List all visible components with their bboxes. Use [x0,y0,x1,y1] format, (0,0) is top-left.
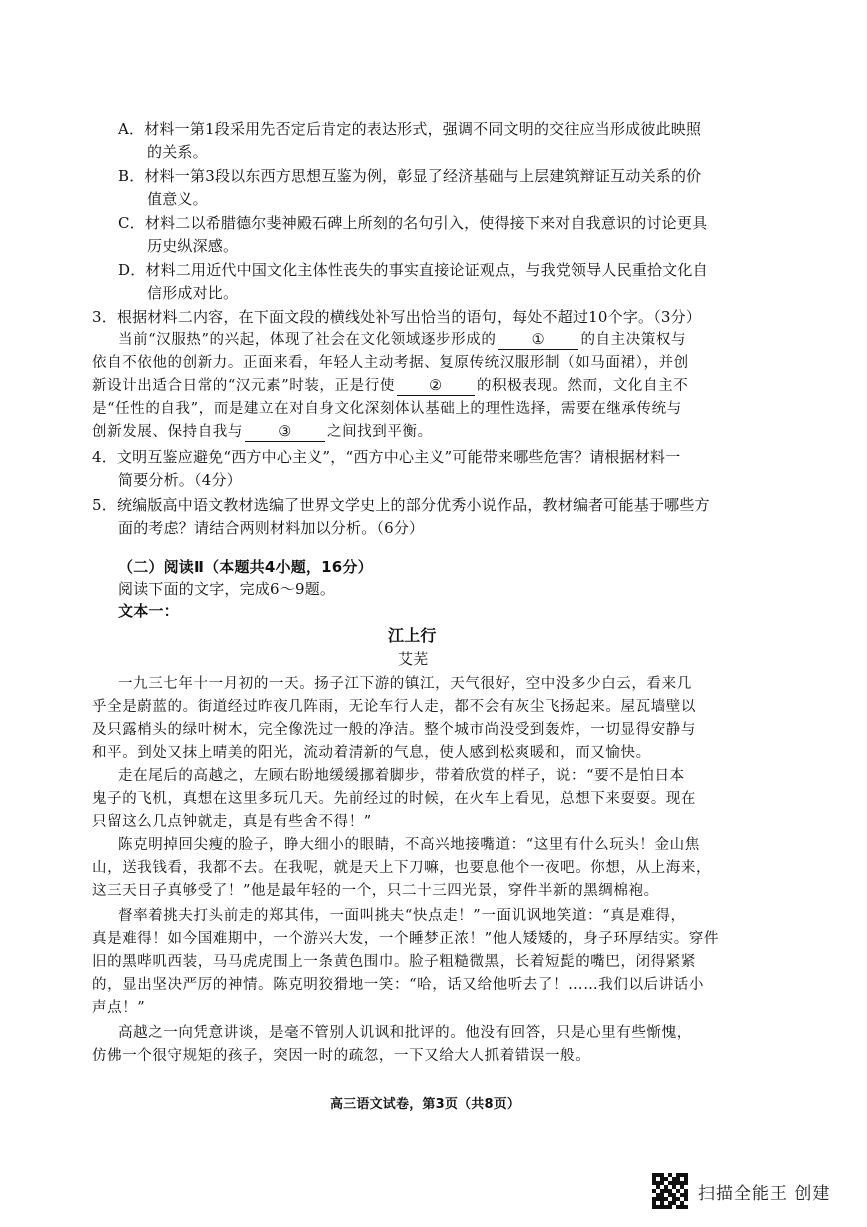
story-author: 艾芜 [398,650,429,668]
story-line: 只留这么几点钟就走，真是有些舍不得！” [92,814,372,830]
section-2-instruction: 阅读下面的文字，完成6～9题。 [118,580,336,598]
q3-passage-line4: 是“任性的自我”，而是建立在对自身文化深刻体认基础上的理性选择，需要在继承传统与 [92,401,682,417]
page-footer: 高三语文试卷，第3页（共8页） [330,1097,521,1112]
option-d-line1: D．材料二用近代中国文化主体性丧失的事实直接论证观点，与我党领导人民重拾文化自 [118,261,708,279]
story-line: 真是难得！如今国难期中，一个游兴大发，一个睡梦正浓！”他人矮矮的，身子环厚结实。穿件 [92,931,720,947]
q3-passage-line5 [92,421,433,443]
q3-passage-line3 [92,375,688,397]
story-line: 仿佛一个很守规矩的孩子，突因一时的疏忽，一下又给大人抓着错误一般。 [92,1048,591,1064]
watermark-text: 扫描全能王 创建 [698,1183,831,1204]
question-3-stem: 3．根据材料二内容，在下面文段的横线处补写出恰当的语句，每处不超过10个字。（3分） [92,308,702,326]
question-4-line2: 简要分析。（4分） [118,471,242,489]
option-a-line1: A．材料一第1段采用先否定后肯定的表达形式，强调不同文明的交往应当形成彼此映照 [118,120,702,138]
story-line: 高越之一向凭意讲谈，是毫不管别人讥讽和批评的。他没有回答，只是心里有些惭愧， [118,1025,692,1041]
answer-blank-1[interactable]: ① [498,331,578,350]
option-d-line2: 信形成对比。 [147,284,239,302]
story-line: 旧的黑哔叽西装，马马虎虎围上一条黄色围巾。脸子粗糙微黑，长着短髭的嘴巴，闭得紧紧 [92,954,696,970]
story-line: 山，送我钱看，我都不去。在我呢，就是天上下刀嘛，也要息他个一夜吧。你想，从上海来， [92,860,712,876]
story-title: 江上行 [388,626,437,645]
story-line: 督率着挑夫打头前走的郑其伟，一面叫挑夫“快点走！”一面讥讽地笑道：“真是难得， [118,908,686,924]
option-b-line2: 值意义。 [147,190,208,208]
story-line: 声点！” [92,1000,146,1016]
story-line: 的，显出坚决严厉的神情。陈克明狡猾地一笑：“哈，话又给他听去了！……我们以后讲话小 [92,977,705,993]
answer-blank-3[interactable]: ③ [245,423,325,442]
question-5-line1: 5．统编版高中语文教材选编了世界文学史上的部分优秀小说作品，教材编者可能基于哪些方 [92,496,710,514]
story-line: 及只露梢头的绿叶树木，完全像洗过一般的净洁。整个城市尚没受到轰炸，一切显得安静与 [92,722,696,738]
q3-text: 的积极表现。然而，文化自主不 [476,378,689,394]
answer-blank-2[interactable]: ② [397,377,475,396]
option-a-line2: 的关系。 [147,143,208,161]
section-2-header: （二）阅读Ⅱ（本题共4小题，16分） [118,558,373,576]
story-line: 和平。到处又抹上晴美的阳光，流动着清新的气息，使人感到松爽暖和，而又愉快。 [92,745,651,761]
q3-passage-line1 [118,329,686,351]
story-line: 鬼子的飞机，真想在这里多玩几天。先前经过的时候，在火车上看见，总想下来耍耍。现在 [92,791,696,807]
option-c-line2: 历史纵深感。 [147,237,239,255]
q3-text: 新设计出适合日常的“汉元素”时装，正是行使 [92,378,395,394]
option-b-line1: B．材料一第3段以东西方思想互鉴为例，彰显了经济基础与上层建筑辩证互动关系的价 [118,167,702,185]
question-4-line1: 4．文明互鉴应避免“西方中心主义”，“西方中心主义”可能带来哪些危害？请根据材料一 [92,448,681,466]
q3-text: 之间找到平衡。 [327,424,433,440]
option-c-line1: C．材料二以希腊德尔斐神殿石碑上所刻的名句引入，使得接下来对自我意识的讨论更具 [118,214,708,232]
q3-text: 创新发展、保持自我与 [92,424,243,440]
qr-code-icon [652,1173,688,1209]
q3-text: 当前“汉服热”的兴起，体现了社会在文化领域逐步形成的 [118,332,497,348]
question-5-line2: 面的考虑？请结合两则材料加以分析。（6分） [118,519,425,537]
scanner-watermark [652,1172,830,1210]
q3-passage-line2: 依自不依他的创新力。正面来看，年轻人主动考据、复原传统汉服形制（如马面裙），并创 [92,355,689,371]
q3-text: 的自主决策权与 [580,332,687,348]
story-line: 这三天日子真够受了！”他是最年轻的一个，只二十三四光景，穿件半新的黑绸棉袍。 [92,883,659,899]
story-line: 走在尾后的高越之，左顾右盼地缓缓挪着脚步，带着欣赏的样子，说：“要不是怕日本 [118,768,685,784]
story-line: 一九三七年十一月初的一天。扬子江下游的镇江，天气很好，空中没多少白云，看来几 [118,676,692,692]
story-line: 陈克明掉回尖瘦的脸子，睁大细小的眼睛，不高兴地接嘴道：“这里有什么玩头！金山焦 [118,837,700,853]
text-one-label: 文本一： [118,602,179,620]
story-line: 乎全是蔚蓝的。街道经过昨夜几阵雨，无论车行人走，都不会有灰尘飞扬起来。屋瓦墙壁以 [92,699,696,715]
